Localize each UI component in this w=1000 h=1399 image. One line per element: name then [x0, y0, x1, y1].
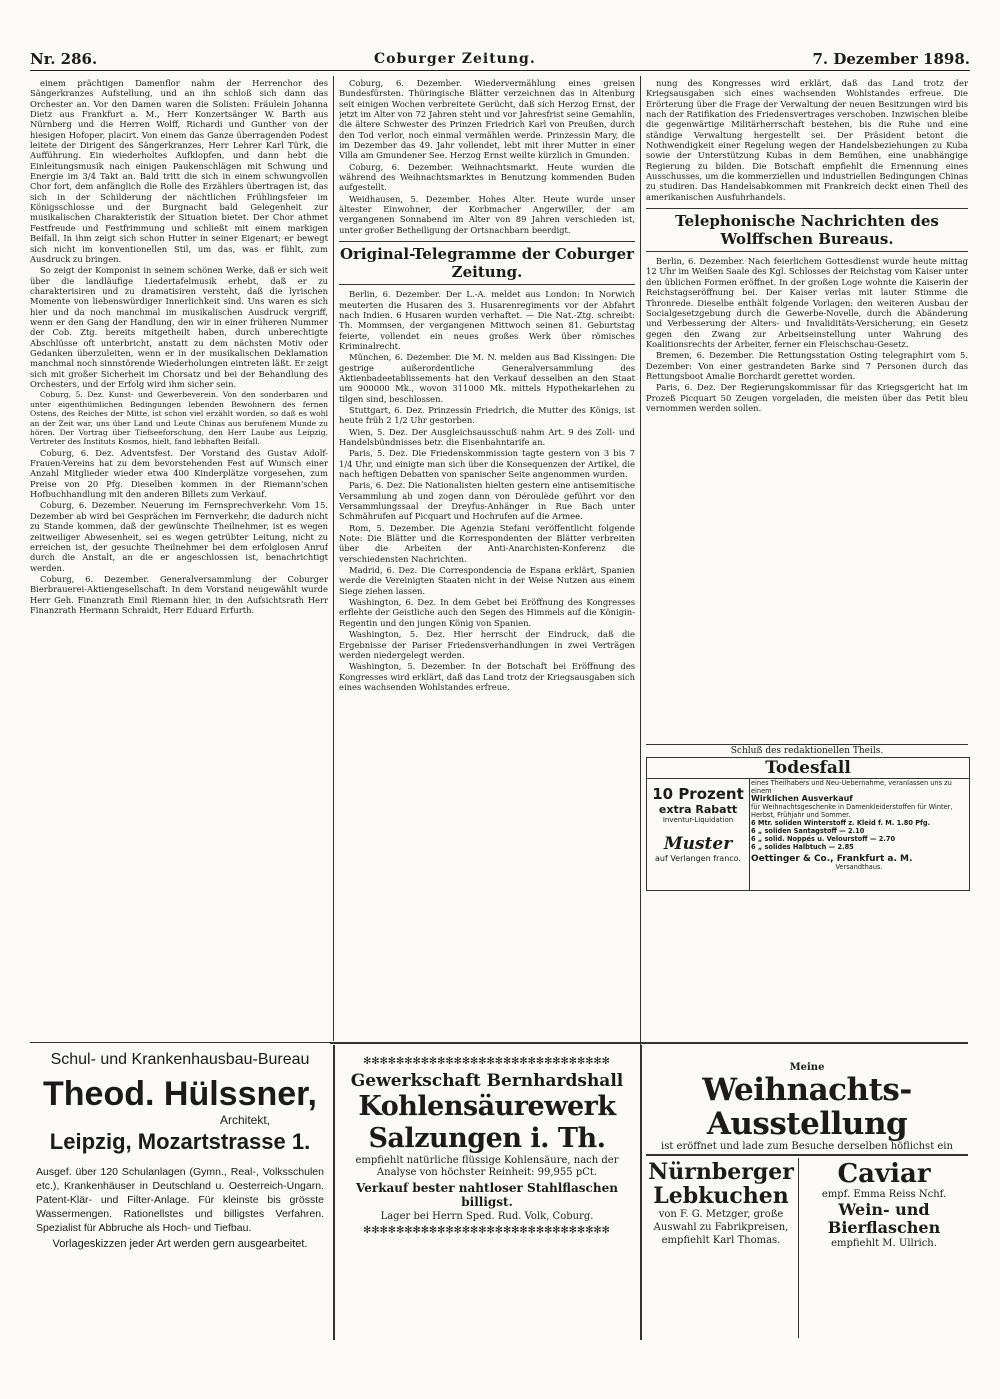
column-1 [30, 78, 328, 1043]
advert-border-stars: ✻✻✻✻✻✻✻✻✻✻✻✻✻✻✻✻✻✻✻✻✻✻✻✻✻✻✻✻✻✻ [363, 1053, 611, 1067]
telegram-text: Paris, 5. Dez. Die Friedenskommission tagte gestern von 3 bis 7 1/4 Uhr, und einigte man sich über die Konsequenzen der Artikel, die nach heftigen Debatten von spanischer Seite angenommen wurden. [339, 448, 635, 479]
telegram-text: Berlin, 6. Dezember. Der L.-A. meldet aus London: In Norwich meuterten die Husaren des 3. Husarenregiments vor der Abfahrt nach Indien. 6 Husaren wurden verhaftet. — Die Nat.-Ztg. schreibt: Th. Mommsen, der vergangenen Mittwoch seinen 81. Geburtstag feierte, vollendet ein neues großes Werk über römisches Kriminalrecht. [339, 289, 635, 351]
article-text: einem prächtigen Damenflor nahm der Herrenchor des Sängerkranzes Aufstellung, und an ihn schloß sich dann das Orchester an. Vor den Damen waren die Solisten: Fräulein Johanna Dietz aus Frankfurt a. M., Herr Konzertsänger W. Barth aus Nürnberg und die Herren Wolff, Richardi und Gunther von der hiesigen Hofoper, placirt. Von einem das Ganze überragenden Podest leitete der Dirigent des Sängerkranzes, Herr Lehrer Karl Türk, die Aufführung. Ein wiederholtes Aufklopfen, und dann hebt die Einleitungsmusik nach einigen Paukenschlägen mit Schwung und Energie im 3/4 Takt an. Bald tritt die sich in einem schwungvollen Chor fort, dem anfänglich die Rolle des Erzählers übertragen ist, das sich in der Schilderung der nächtlichen Frühlingsfeier im Königsschlosse und der Burgnacht bald Gelegenheit zur musikalischen Charakteristik der Situation bietet. Der Chor athmet Festfreude und Festfrimmung und schließt mit einem markigen Beifall. In ihm zeigt sich schon Hutter in seiner Eigenart; er bewegt sich nicht im konventionellen Stil, um das, was er fühlt, zum Ausdruck zu bringen. [30, 78, 328, 264]
advert-headline: Weihnachts-Ausstellung [702, 1072, 912, 1142]
section-title-wolff: Telephonische Nachrichten des Wolffschen Bureaus. [646, 208, 968, 252]
advert-title: Todesfall [647, 758, 969, 779]
offer-line: Wirklichen Ausverkauf [751, 794, 853, 803]
advert-text: empfiehlt M. Ullrich. [831, 1238, 937, 1249]
advert-headline: Kohlensäurewerk Salzungen i. Th. [358, 1091, 616, 1154]
column-3 [646, 78, 968, 753]
advert-caviar [800, 1160, 968, 1340]
telegram-text: Stuttgart, 6. Dez. Prinzessin Friedrich, die Mutter des Königs, ist heute früh 2 1/2 Uhr gestorben. [339, 404, 635, 426]
advert-text: ist eröffnet und lade zum Besuche derselben höflichst ein [661, 1141, 953, 1150]
advert-todesfall [646, 757, 970, 891]
advert-weihnachts-ausstellung [646, 1062, 968, 1150]
telegram-text: München, 6. Dezember. Die M. N. melden aus Bad Kissingen: Die gestrige außerordentliche Generalversammlung des Aktienbadeetablissements hat den Verkauf desselben an den Staat um 900000 Mk., wovon 311000 Mk. mittels Hypothekarlehen zu tilgen sind, beschlossen. [339, 352, 635, 404]
advert-text: Lager bei Herrn Sped. Rud. Volk, Coburg. [380, 1211, 594, 1222]
advert-description: Ausgef. über 120 Schulanlagen (Gymn., Real-, Volksschulen etc.), Krankenhäuser in Deutschland u. Oesterreich-Ungarn. Patent-Klär- und Filter-Anlage. Für kleinste bis grösste Wassermengen. Rationellstes und billigstes Verfahren. Spezialist für Abbruche als Hoch- und Tiefbau. [36, 1166, 324, 1234]
offer-line: 6 Mtr. soliden Winterstoff z. Kleid f. M. 1.80 Pfg. [751, 819, 931, 827]
advert-text: empf. Emma Reiss Nchf. [821, 1189, 947, 1200]
article-text: Coburg, 6. Dezember. Wiedervermählung eines greisen Bundesfürsten. Thüringische Blätter verzeichnen das in Altenburg seit einigen Wochen verbreitete Gerücht, daß sich Herzog Ernst, der jetzt im Alter von 72 Jahren steht und vor Jahresfrist seine Gemahlin, die ältere Schwester des Prinzen Friedrich Karl von Preußen, durch den Tod verlor, noch einmal vermählen werde. Prinzessin Mary, die im Dezember das 49. Jahr vollendet, lebt mit ihrer Mutter in einer Villa am Gmundener See. Herzog Ernst weilte kürzlich in Gmunden. [339, 78, 635, 161]
advert-profession: Architekt, [219, 1113, 270, 1127]
issue-date: 7. Dezember 1898. [812, 50, 970, 68]
telegram-text: Bremen, 6. Dezember. Die Rettungsstation Osting telegraphirt vom 5. Dezember: Von einer gestrandeten Barke sind 7 Personen durch das Rettungsboot Amalie Borchardt gerettet worden. [646, 350, 968, 381]
end-of-editorial-note: Schluß des redaktionellen Theils. [646, 744, 968, 758]
advert-rule [640, 1045, 642, 1340]
offer-line: 6 „ solides Halbtuch — 2.85 [751, 843, 854, 851]
advert-text: empfiehlt natürliche flüssige Kohlensäure, nach der Analyse von höchster Reinheit: 99,955 pCt. [355, 1155, 619, 1178]
article-text: Coburg, 6. Dezember. Neuerung im Fernsprechverkehr. Vom 15. Dezember ab wird bei Gesprächen im Fernverkehr, die dadurch nicht zu Stande kommen, daß der gewünschte Theilnehmer, ist es wegen zeitweiliger Abwesenheit, sei es wegen getrübter Leitung, nicht zu erreichen ist, der gesuchte Theilnehmer bei dem erfolglosen Anruf durch die Anstalt, an die er angeschlossen ist, benachrichtigt werden. [30, 500, 328, 573]
discount-note: Inventur-Liquidation [662, 816, 734, 824]
advert-footer: Vorlageskizzen jeder Art werden gern ausgearbeitet. [52, 1238, 308, 1250]
advert-huelssner [30, 1043, 330, 1339]
advert-address: Leipzig, Mozartstrasse 1. [49, 1129, 311, 1154]
advert-text: von F. G. Metzger, große Auswahl zu Fabrikpreisen, empfiehlt Karl Thomas. [653, 1209, 789, 1246]
newspaper-title: Coburger Zeitung. [374, 51, 536, 67]
advert-lebkuchen [646, 1160, 796, 1340]
advert-heading: Schul- und Krankenhausbau-Bureau [50, 1051, 310, 1068]
telegram-text: Washington, 5. Dezember. In der Botschaft bei Eröffnung des Kongresses wird erklärt, daß das Land trotz der Kriegsausgaben sich eines wachsenden Wohlstandes erfreue. [339, 661, 635, 692]
telegram-text: Washington, 6. Dez. In dem Gebet bei Eröffnung des Kongresses erflehte der Geistliche auch den Segen des Himmels auf die Königin-Regentin und den jungen König von Spanien. [339, 597, 635, 628]
page-header [30, 48, 970, 71]
column-rule [640, 76, 641, 1051]
advert-offer-list [751, 779, 967, 890]
telegram-text: Wien, 5. Dez. Der Ausgleichsausschuß nahm Art. 9 des Zoll- und Handelsbündnisses betr. die Eisenbahntarife an. [339, 426, 635, 447]
advert-headline: Wein- und Bierflaschen [827, 1200, 941, 1237]
muster-title: Muster [663, 834, 733, 854]
advert-border-stars: ✻✻✻✻✻✻✻✻✻✻✻✻✻✻✻✻✻✻✻✻✻✻✻✻✻✻✻✻✻✻ [363, 1222, 611, 1236]
advert-text: Verkauf bester nahtloser Stahlflaschen billigst. [356, 1181, 618, 1209]
muster-note: auf Verlangen franco. [655, 854, 741, 863]
telegram-text: Paris, 6. Dez. Die Nationalisten hielten gestern eine antisemitische Versammlung ab und zogen dann von Déroulède geführt vor den Versammlungssaal der Dreyfus-Anhänger in Rue Bach unter Schmährufen auf Picquart und Hochrufen auf die Armee. [339, 480, 635, 522]
column-rule [333, 76, 334, 1041]
section-title-telegrams: Original-Telegramme der Coburger Zeitung. [339, 241, 635, 285]
advert-rule [333, 1045, 335, 1340]
issue-number: Nr. 286. [30, 50, 98, 68]
article-text: Coburg, 6. Dezember. Weihnachtsmarkt. Heute wurden die während des Weihnachtsmarktes in Benutzung kommenden Buden aufgestellt. [339, 161, 635, 193]
article-text: Coburg, 6. Dez. Adventsfest. Der Vorstand des Gustav Adolf-Frauen-Vereins hat zu dem bevorstehenden Fest auf Wunsch einer Anzahl Mitglieder wieder etwa 400 Kinderplätze vorgesehen, zum Preise von 20 Pfg. Dieselben kommen in der Riemann'schen Hofbuchhandlung mit den anderen Billets zum Verkauf. [30, 447, 328, 500]
telegram-text: Berlin, 6. Dezember. Nach feierlichem Gottesdienst wurde heute mittag 12 Uhr im Weißen Saale des Kgl. Schlosses der Reichstag vom Kaiser unter den üblichen Formen eröffnet. In der großen Loge wohnte die Kaiserin der Reichstagseröffnung bei. Der Kaiser verlas mit lauter Stimme die Thronrede. Dieselbe enthält folgende Vorlagen: den weiteren Ausbau der Socialgesetzgebung durch die Gewerbe-Novelle, durch die Abänderung und Verbesserung der Alters- und Invaliditäts-Versicherung, ein Gesetz gegen den Zwang zur Arbeitseinstellung unter Wahrung des Koalitionsrechts der Arbeiter, ferner ein Fleischschau-Gesetz. [646, 256, 968, 349]
offer-line: 6 „ soliden Santagstoff — 2.10 [751, 827, 865, 835]
article-text: Weidhausen, 5. Dezember. Hohes Alter. Heute wurde unser ältester Einwohner, der Korbmacher Angerwiller, der am vergangenen Sonnabend im Alter von 89 Jahren verschieden ist, unter großer Betheiligung der Ortsnachbarn beerdigt. [339, 193, 635, 235]
column-2 [339, 78, 635, 1093]
advert-rule [798, 1158, 799, 1338]
advert-headline: Nürnberger [648, 1160, 794, 1185]
advert-headline: Lebkuchen [653, 1183, 789, 1209]
offer-line: Versandthaus. [835, 863, 883, 871]
article-text: Coburg, 5. Dez. Kunst- und Gewerbeverein. Von den sonderbaren und unter eigenthümlichen Bedingungen lebenden Bewohnern des fernen Ostens, des Reiches der Mitte, ist schon viel erzählt worden, so daß es wohl an der Zeit war, uns über Land und Leute Chinas aus berufenem Munde zu hören. Der Vortrag über Tiefseeforschung, den Herr Laube aus Leipzig, Vertreter des Instituts Kosmos, hielt, fand lebhaften Beifall. [30, 390, 328, 447]
article-text: So zeigt der Komponist in seinem schönen Werke, daß er sich weit über die landläufige Liedertafelmusik erhebt, daß er zu charakterisiren und zu dramatisiren versteht, daß die lyrischen Momente von liebenswürdiger Innerlichkeit sind. Uns waren es sich hier und da noch manchmal im musikalischen Ausdruck vergriff, wenn er den Gang der Handlung, den wir in einer früheren Nummer der Cob. Ztg. bereits mitgetheilt haben, durch unberechtigte Abschlüsse oft unterbricht, anstatt zu dem nächsten Motiv oder Gedanken überzuleiten, wenn er in der musikalischen Deklamation manchmal noch sinnstörende Wiederholungen eintreten läßt. Er zeigt sich mit großer Sicherheit im Chorsatz und bei der Behandlung des Orchesters, und der Erfolg wird ihm sicher sein. [30, 265, 328, 389]
discount-label: extra Rabatt [658, 803, 738, 816]
advert-discount-box [647, 779, 750, 890]
advert-company: Gewerkschaft Bernhardshall [350, 1071, 624, 1091]
offer-line: für Weihnachtsgeschenke in Damenkleiderstoffen für Winter, Herbst, Frühjahr und Sommer. [751, 803, 953, 819]
advert-rule [646, 1154, 968, 1156]
advert-kohlensaeure [339, 1053, 635, 1338]
telegram-text: Washington, 5. Dez. Hier herrscht der Eindruck, daß die Ergebnisse der Pariser Friedensverhandlungen in zwei Verträgen werden niedergelegt werden. [339, 629, 635, 660]
article-text: Coburg, 6. Dezember. Generalversammlung der Coburger Bierbrauerei-Aktiengesellschaft. In dem Vorstand neugewählt wurde Herr Geh. Finanzrath Emil Riemann hier, in den Aufsichtsrath Herr Finanzrath Hermann Schraidt, Herr Eduard Erfurth. [30, 573, 328, 615]
offer-line: 6 „ solid. Noppés u. Velourstoff — 2.70 [751, 835, 896, 843]
telegram-text: Paris, 6. Dez. Der Regierungskommissar für das Kriegsgericht hat im Prozeß Picquart 50 Zeugen vorgeladen, die meisten über das Petit bleu vernommen werden sollen. [646, 382, 968, 413]
telegram-text: Madrid, 6. Dez. Die Correspondencia de Espana erklärt, Spanien werde die Vereinigten Staaten nicht in der Weise Nutzen aus einem Siege ziehen lassen. [339, 565, 635, 596]
advert-headline: Caviar [837, 1160, 931, 1189]
telegram-text: Rom, 5. Dezember. Die Agenzia Stefani veröffentlicht folgende Note: Die Blätter und die Korrespondenten der Blätter verbreiten über die Arbeiten der Anti-Anarchisten-Konferenz die verschiedensten Nachrichten. [339, 522, 635, 564]
advert-text: Meine [789, 1062, 825, 1073]
offer-line: eines Theilhabers und Neu-Uebernahme, veranlassen uns zu einem [751, 779, 952, 795]
discount-percent: 10 Prozent [652, 785, 744, 803]
advert-name: Theod. Hülssner, [43, 1075, 317, 1113]
offer-line: Oettinger & Co., Frankfurt a. M. [751, 854, 913, 864]
article-text: nung des Kongresses wird erklärt, daß das Land trotz der Kriegsausgaben sich eines wachsenden Wohlstandes erfreue. Die Erörterung über die Frage der Verwaltung der neuen Besitzungen wird bis nach der Ratifikation des Friedensvertrages verschoben. Inzwischen bleibe die gegenwärtige Militärherrschaft bestehen, bis die Ruhe und eine ständige Verwaltung hergestellt sei. Der Präsident betont die Nothwendigkeit einer Regelung wegen der Handelsbeziehungen zu Kuba sowie der Unterstützung Kubas in dem Bemühen, eine unabhängige Regierung zu bilden. Die Botschaft empfiehlt die Ernennung eines Ausschusses, um die kommerziellen und industriellen Bedingungen Chinas zu studiren. Das Handelsabkommen mit Frankreich deckt einen Theil des amerikanischen Ausfuhrhandels. [646, 78, 968, 202]
